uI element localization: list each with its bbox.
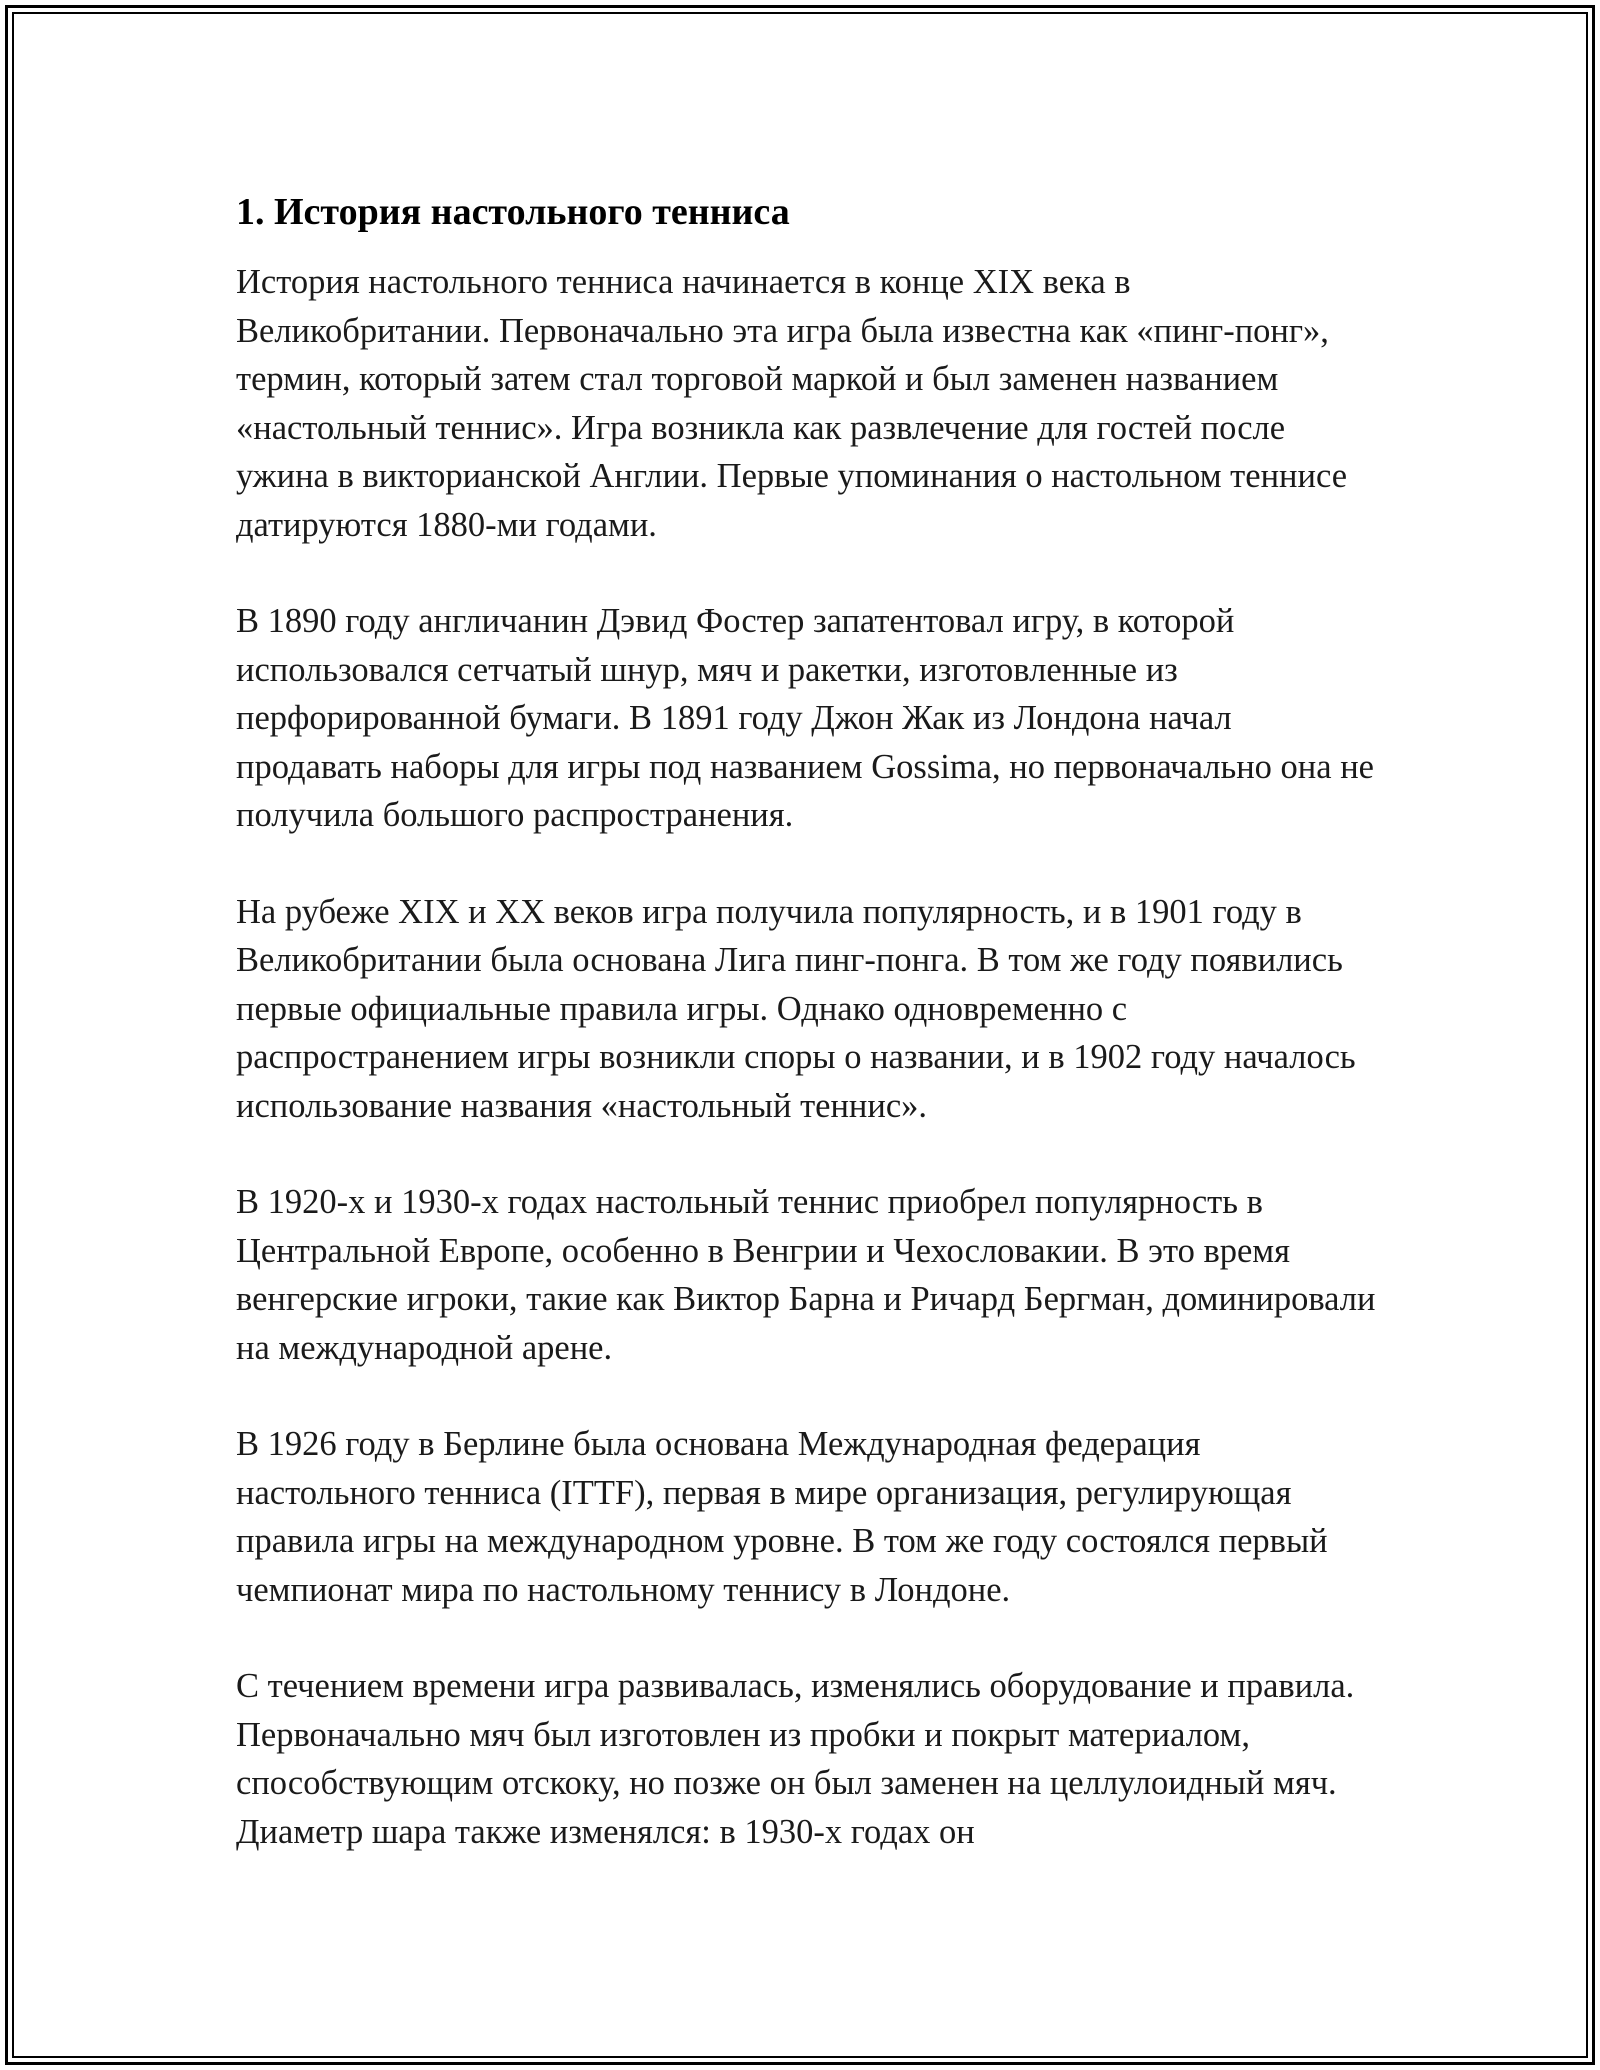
- document-body: [236, 186, 1386, 1904]
- paragraph-central-europe: В 1920-х и 1930-х годах настольный теннис приобрел популярность в Центральной Европе, особенно в Венгрии и Чехословакии. В это время венгерские игроки, такие как Виктор Барна и Ричард Бергман, доминировали на международной арене.: [236, 1183, 1376, 1367]
- paragraph-origins: История настольного тенниса начинается в конце XIX века в Великобритании. Первоначально эта игра была известна как «пинг-понг», термин, который затем стал торговой маркой и был заменен названием «настольный теннис». Игра возникла как развлечение для гостей после ужина в викторианской Англии. Первые упоминания о настольном теннисе датируются 1880-ми годами.: [236, 263, 1348, 544]
- paragraph-league: На рубеже XIX и XX веков игра получила популярность, и в 1901 году в Великобритании была основана Лига пинг-понга. В том же году появились первые официальные правила игры. Однако одновременно с распространением игры возникли споры о названии, и в 1902 году началось использование названия «настольный теннис».: [236, 892, 1356, 1125]
- paragraph-patent: В 1890 году англичанин Дэвид Фостер запатентовал игру, в которой использовался сетчатый шнур, мяч и ракетки, изготовленные из перфорированной бумаги. В 1891 году Джон Жак из Лондона начал продавать наборы для игры под названием Gossima, но первоначально она не получила большого распространения.: [236, 602, 1374, 834]
- paragraph-equipment: С течением времени игра развивалась, изменялись оборудование и правила. Первоначально мяч был изготовлен из пробки и покрыт материалом, способствующим отскоку, но позже он был заменен на целлулоидный мяч. Диаметр шара также изменялся: в 1930-х годах он: [236, 1667, 1355, 1851]
- section-heading: 1. История настольного тенниса: [236, 191, 790, 233]
- paragraph-ittf: В 1926 году в Берлине была основана Международная федерация настольного тенниса (ITTF), первая в мире организация, регулирующая правила игры на международном уровне. В том же году состоялся первый чемпионат мира по настольному теннису в Лондоне.: [236, 1425, 1328, 1609]
